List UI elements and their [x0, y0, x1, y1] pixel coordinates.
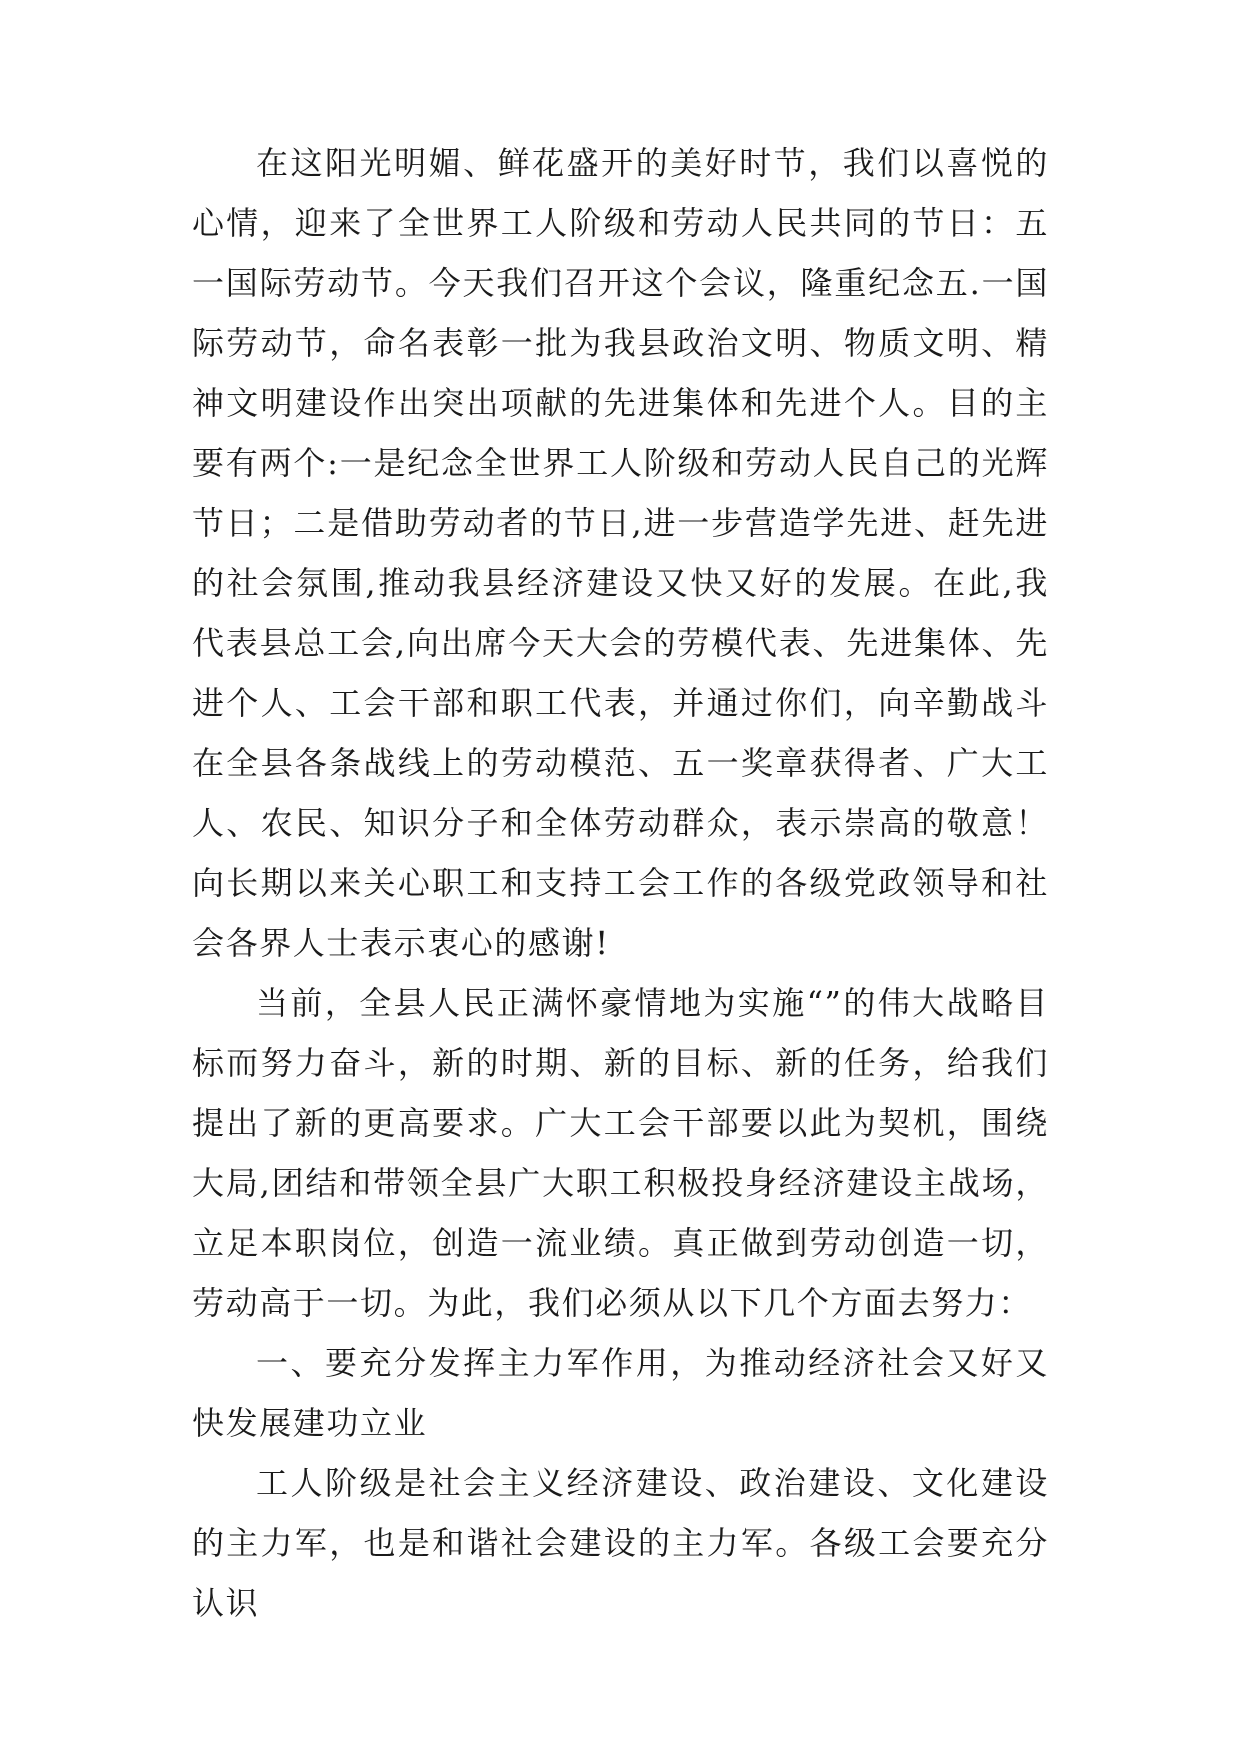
- paragraph-opening: 在这阳光明媚、鲜花盛开的美好时节，我们以喜悦的心情，迎来了全世界工人阶级和劳动人民共同的节日：五一国际劳动节。今天我们召开这个会议，隆重纪念五.一国际劳动节，命名表彰一批为我县政治文明、物质文明、精神文明建设作出突出项献的先进集体和先进个人。目的主要有两个:一是纪念全世界工人阶级和劳动人民自己的光辉节日；二是借助劳动者的节日,进一步营造学先进、赶先进的社会氛围,推动我县经济建设又快又好的发展。在此,我代表县总工会,向出席今天大会的劳模代表、先进集体、先进个人、工会干部和职工代表，并通过你们，向辛勤战斗在全县各条战线上的劳动模范、五一奖章获得者、广大工人、农民、知识分子和全体劳动群众，表示崇高的敬意！向长期以来关心职工和支持工会工作的各级党政领导和社会各界人士表示衷心的感谢!: [192, 144, 1049, 962]
- paragraph-working-class: 工人阶级是社会主义经济建设、政治建设、文化建设的主力军，也是和谐社会建设的主力军。各级工会要充分认识: [192, 1464, 1049, 1622]
- document-page: [192, 133, 1049, 1633]
- paragraph-current-situation: 当前，全县人民正满怀豪情地为实施“”的伟大战略目标而努力奋斗，新的时期、新的目标、新的任务，给我们提出了新的更高要求。广大工会干部要以此为契机，围绕大局,团结和带领全县广大职工积极投身经济建设主战场，立足本职岗位，创造一流业绩。真正做到劳动创造一切，劳动高于一切。为此，我们必须从以下几个方面去努力：: [192, 984, 1049, 1322]
- section-heading-1: 一、要充分发挥主力军作用，为推动经济社会又好又快发展建功立业: [192, 1344, 1049, 1442]
